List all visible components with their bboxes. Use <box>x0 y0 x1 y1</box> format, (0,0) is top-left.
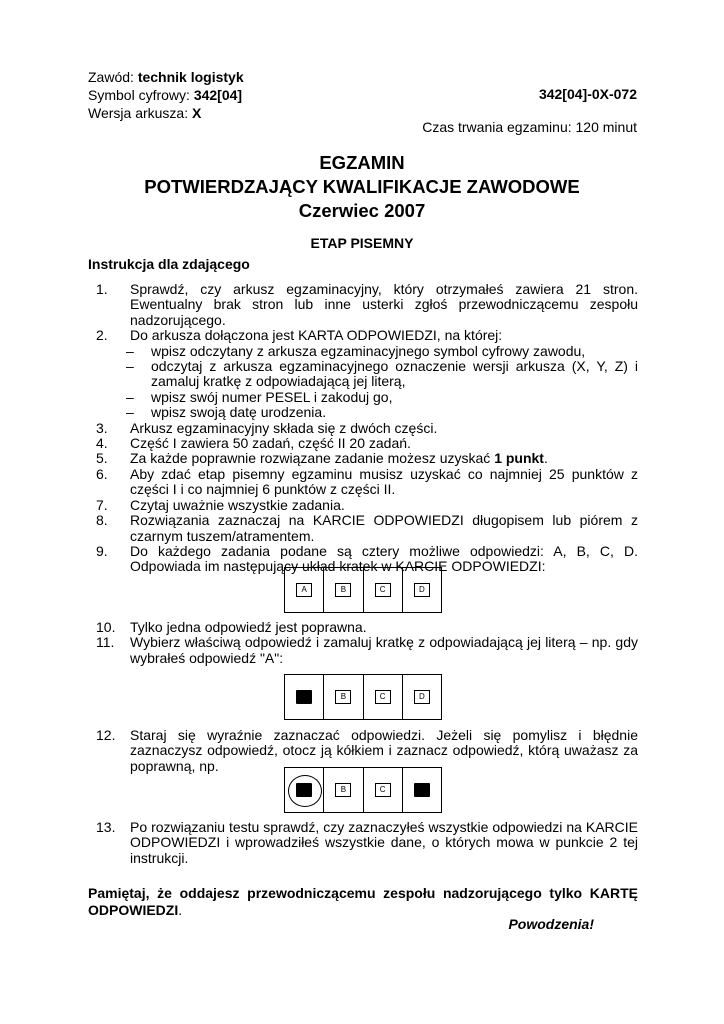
answer-cell <box>324 568 363 612</box>
dash: – <box>126 404 134 421</box>
sub-item <box>88 405 638 420</box>
answer-box-b: B <box>335 783 351 797</box>
item-text: Staraj się wyraźnie zaznaczać odpowiedzi. Jeżeli się pomylisz i błędnie zaznaczysz odpowiedź, otocz ją kółkiem i zaznacz odpowiedź, którą uważasz za poprawną, np. <box>130 727 638 774</box>
item-number: 11. <box>96 634 115 651</box>
answer-grid-marked <box>284 674 442 720</box>
item-number: 6. <box>96 465 108 482</box>
answer-box-c: C <box>375 783 391 797</box>
symbol-value: 342[04] <box>193 87 243 103</box>
instructions-list-cont <box>88 620 638 666</box>
list-item <box>88 820 638 866</box>
answer-box-d: D <box>414 583 430 597</box>
item-text: Arkusz egzaminacyjny składa się z dwóch części. <box>130 419 438 436</box>
item-text: Do arkusza dołączona jest KARTA ODPOWIEDZI, na której: <box>130 327 503 344</box>
item-text: Czytaj uważnie wszystkie zadania. <box>130 496 345 513</box>
answer-box-b: B <box>335 690 351 704</box>
version-line <box>88 104 244 122</box>
exam-header <box>88 68 244 122</box>
title-line-3: Czerwiec 2007 <box>298 200 426 221</box>
answer-box-c: C <box>375 690 391 704</box>
answer-grid-example <box>284 567 442 613</box>
answer-cell <box>324 768 363 812</box>
title-line-2: POTWIERDZAJĄCY KWALIFIKACJE ZAWODOWE <box>144 176 580 197</box>
item-number: 10. <box>96 619 116 635</box>
exam-duration: Czas trwania egzaminu: 120 minut <box>422 119 637 135</box>
item-text: Aby zdać etap pisemny egzaminu musisz uzyskać co najmniej 25 punktów z części I i co najmniej 6 punktów z części II. <box>130 465 638 498</box>
item-number: 4. <box>96 435 108 452</box>
answer-box-a-filled <box>296 690 312 704</box>
profession-label: Zawód: <box>88 69 138 85</box>
answer-cell <box>285 675 324 719</box>
list-item <box>88 635 638 666</box>
list-item <box>88 467 638 498</box>
item-text: Sprawdź, czy arkusz egzaminacyjny, który otrzymałeś zawiera 21 stron. Ewentualny brak stron lub inne usterki zgłoś przewodniczącemu zespołu nadzorującego. <box>130 281 638 328</box>
item-text: Wybierz właściwą odpowiedź i zamaluj kratkę z odpowiadającą jej literą – np. gdy wybrałeś odpowiedź "A": <box>130 634 638 666</box>
item-text: Część I zawiera 50 zadań, część II 20 zadań. <box>130 435 411 452</box>
profession-line <box>88 68 244 86</box>
sub-item-text: wpisz odczytany z arkusza egzaminacyjnego symbol cyfrowy zawodu, <box>151 342 586 359</box>
instructions-list <box>88 282 638 575</box>
answer-box-d-filled <box>414 783 430 797</box>
answer-box-b: B <box>335 583 351 597</box>
list-item <box>88 328 638 343</box>
reminder-text: Pamiętaj, że oddajesz przewodniczącemu zespołu nadzorującego tylko KARTĘ ODPOWIEDZI <box>88 885 638 918</box>
item-number: 5. <box>96 450 108 467</box>
answer-cell <box>364 675 403 719</box>
item-text-bold: 1 punkt <box>494 450 544 467</box>
answer-cell <box>324 675 363 719</box>
item-text: Rozwiązania zaznaczaj na KARCIE ODPOWIEDZI długopisem lub piórem z czarnym tuszem/atramentem. <box>130 512 638 544</box>
item-number: 12. <box>96 727 116 743</box>
version-label: Wersja arkusza: <box>88 105 192 121</box>
answer-cell <box>285 568 324 612</box>
reminder-end: . <box>178 902 183 918</box>
answer-cell <box>364 568 403 612</box>
list-item <box>88 513 638 544</box>
item-number: 3. <box>96 419 108 436</box>
sub-item <box>88 344 638 359</box>
item-text: Do każdego zadania podane są cztery możliwe odpowiedzi: A, B, C, D. Odpowiada im następujący układ kratek w KARCIE ODPOWIEDZI: <box>130 542 638 575</box>
dash: – <box>126 342 134 359</box>
item-number: 13. <box>96 819 116 835</box>
item-number: 8. <box>96 512 108 529</box>
item-number: 2. <box>96 327 108 344</box>
sheet-code: 342[04]-0X-072 <box>538 86 637 102</box>
answer-box-a: A <box>296 583 312 597</box>
answer-cell <box>403 568 441 612</box>
symbol-line <box>88 86 244 104</box>
instructions-heading: Instrukcja dla zdającego <box>88 256 250 272</box>
item-number: 1. <box>96 281 108 297</box>
answer-box-a-circled <box>296 783 312 797</box>
version-value: X <box>192 105 202 121</box>
sub-item <box>88 359 638 390</box>
answer-grid-corrected <box>284 767 442 813</box>
stage-heading: ETAP PISEMNY <box>310 235 414 251</box>
title-line-1: EGZAMIN <box>319 152 405 173</box>
item-number: 9. <box>96 542 108 559</box>
sub-item-text: odczytaj z arkusza egzaminacyjnego oznaczenie wersji arkusza (X, Y, Z) i zamaluj kratkę z odpowiadającą jej literą, <box>151 358 638 390</box>
list-item <box>88 421 638 436</box>
list-item <box>88 498 638 513</box>
instructions-list-cont3 <box>88 820 638 866</box>
list-item <box>88 282 638 328</box>
dash: – <box>126 358 134 375</box>
good-luck-text: Powodzenia! <box>508 916 594 932</box>
answer-cell <box>403 768 441 812</box>
item-text-end: . <box>543 450 548 467</box>
sub-item <box>88 390 638 405</box>
answer-cell <box>403 675 441 719</box>
profession-value: technik logistyk <box>137 69 244 85</box>
item-text: Tylko jedna odpowiedź jest poprawna. <box>130 619 367 635</box>
sub-item-text: wpisz swoją datę urodzenia. <box>151 404 327 421</box>
answer-box-c: C <box>375 583 391 597</box>
answer-cell <box>285 768 324 812</box>
item-text: Za każde poprawnie rozwiązane zadanie możesz uzyskać <box>130 450 495 467</box>
answer-box-d: D <box>414 690 430 704</box>
exam-title <box>0 151 724 223</box>
item-text: Po rozwiązaniu testu sprawdź, czy zaznaczyłeś wszystkie odpowiedzi na KARCIE ODPOWIEDZI i wprowadziłeś wszystkie dane, o których mowa w punkcie 2 tej instrukcji. <box>130 819 638 866</box>
answer-cell <box>364 768 403 812</box>
list-item <box>88 436 638 451</box>
list-item <box>88 451 638 466</box>
item-number: 7. <box>96 496 108 513</box>
dash: – <box>126 388 134 405</box>
list-item <box>88 620 638 635</box>
symbol-label: Symbol cyfrowy: <box>88 87 194 103</box>
reminder-note <box>88 885 638 919</box>
sub-item-text: wpisz swój numer PESEL i zakoduj go, <box>151 388 393 405</box>
